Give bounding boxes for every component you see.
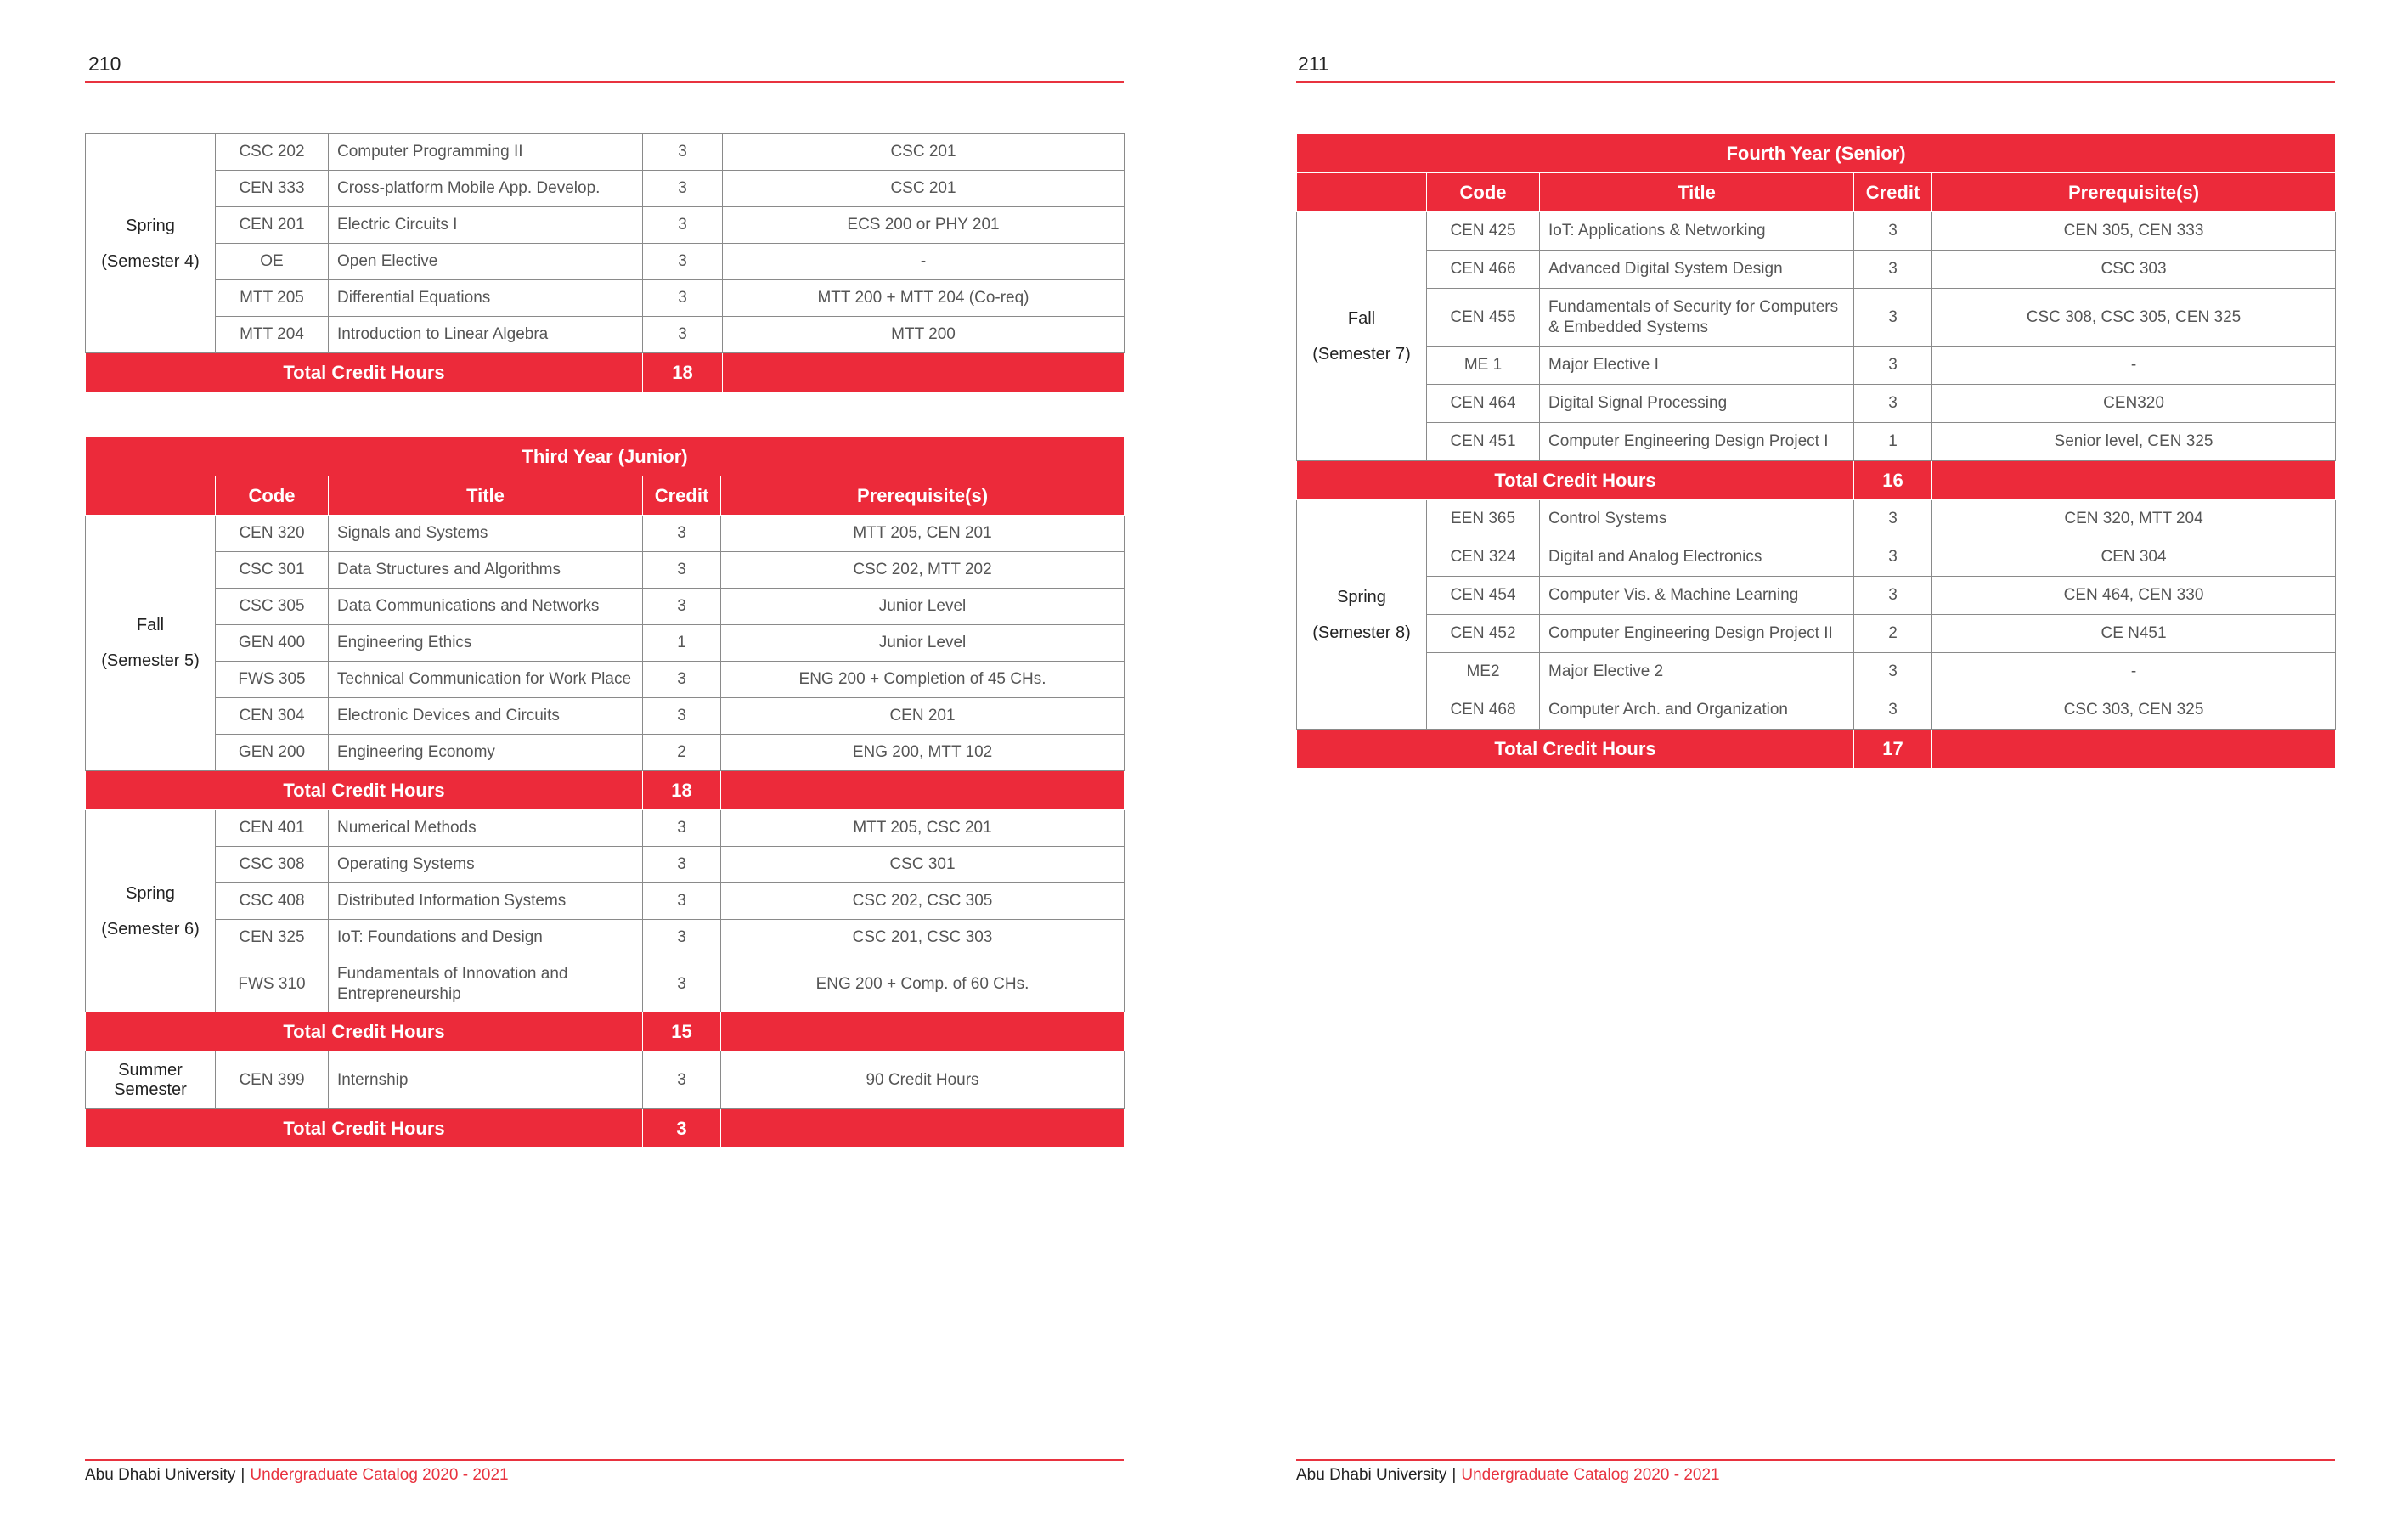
- footer-university: Abu Dhabi University: [1296, 1466, 1447, 1484]
- course-row: [86, 589, 1125, 625]
- course-credit: 3: [1854, 538, 1932, 577]
- total-value: 15: [643, 1012, 721, 1051]
- course-row: [86, 171, 1125, 207]
- footer-university: Abu Dhabi University: [85, 1466, 236, 1484]
- course-credit: 3: [1854, 289, 1932, 347]
- course-title: Engineering Economy: [329, 735, 643, 771]
- course-prerequisite: ECS 200 or PHY 201: [723, 207, 1125, 244]
- course-credit: 3: [643, 810, 721, 847]
- course-title: Distributed Information Systems: [329, 883, 643, 920]
- course-row: [86, 134, 1125, 171]
- footer-rule: [1296, 1459, 2335, 1461]
- total-blank: [723, 353, 1125, 392]
- semester-8-group: [1297, 500, 2336, 769]
- course-prerequisite: CSC 201, CSC 303: [721, 920, 1125, 956]
- total-row: [86, 353, 1125, 392]
- course-credit: 3: [643, 883, 721, 920]
- course-code: MTT 204: [216, 317, 329, 353]
- course-prerequisite: CSC 303: [1932, 251, 2336, 289]
- course-code: CEN 464: [1427, 385, 1540, 423]
- course-code: CEN 333: [216, 171, 329, 207]
- footer-rule: [85, 1459, 1124, 1461]
- course-code: CSC 202: [216, 134, 329, 171]
- third-year-table: [85, 437, 1125, 1148]
- course-row: [1297, 251, 2336, 289]
- course-row: [86, 244, 1125, 280]
- course-code: ME2: [1427, 653, 1540, 691]
- course-title: Computer Programming II: [329, 134, 643, 171]
- course-prerequisite: CSC 308, CSC 305, CEN 325: [1932, 289, 2336, 347]
- right-page: [1204, 0, 2408, 1539]
- header-semester-blank: [86, 476, 216, 516]
- semester-number: (Semester 6): [101, 919, 200, 939]
- course-code: CEN 466: [1427, 251, 1540, 289]
- year-title: Fourth Year (Senior): [1297, 134, 2336, 173]
- course-title: Signals and Systems: [329, 516, 643, 552]
- course-prerequisite: 90 Credit Hours: [721, 1051, 1125, 1109]
- course-prerequisite: Senior level, CEN 325: [1932, 423, 2336, 461]
- header-credit: Credit: [1854, 173, 1932, 212]
- course-row: [1297, 500, 2336, 538]
- course-credit: 3: [1854, 251, 1932, 289]
- course-code: CEN 201: [216, 207, 329, 244]
- course-title: Computer Vis. & Machine Learning: [1540, 577, 1854, 615]
- course-prerequisite: ENG 200 + Comp. of 60 CHs.: [721, 956, 1125, 1012]
- header-title: Title: [329, 476, 643, 516]
- course-code: GEN 400: [216, 625, 329, 662]
- header-rule: [85, 81, 1124, 83]
- course-credit: 3: [643, 662, 721, 698]
- course-title: Digital Signal Processing: [1540, 385, 1854, 423]
- total-blank: [721, 1012, 1125, 1051]
- course-prerequisite: CSC 301: [721, 847, 1125, 883]
- header-credit: Credit: [643, 476, 721, 516]
- semester-4-group: [86, 134, 1125, 392]
- course-code: CEN 401: [216, 810, 329, 847]
- total-row: [86, 771, 1125, 810]
- course-credit: 2: [643, 735, 721, 771]
- course-prerequisite: MTT 205, CSC 201: [721, 810, 1125, 847]
- course-title: Digital and Analog Electronics: [1540, 538, 1854, 577]
- total-row: [86, 1109, 1125, 1148]
- course-row: [86, 847, 1125, 883]
- course-title: Numerical Methods: [329, 810, 643, 847]
- course-row: [86, 280, 1125, 317]
- semester-name: Fall: [136, 616, 165, 634]
- course-row: [86, 956, 1125, 1012]
- semester-name: Summer: [118, 1060, 183, 1080]
- course-title: Computer Engineering Design Project II: [1540, 615, 1854, 653]
- course-title: Major Elective 2: [1540, 653, 1854, 691]
- course-code: FWS 310: [216, 956, 329, 1012]
- footer-separator: |: [240, 1466, 245, 1484]
- course-title: Advanced Digital System Design: [1540, 251, 1854, 289]
- course-prerequisite: MTT 200: [723, 317, 1125, 353]
- course-prerequisite: -: [1932, 347, 2336, 385]
- course-credit: 3: [1854, 653, 1932, 691]
- course-credit: 3: [643, 244, 723, 280]
- total-label: Total Credit Hours: [86, 353, 643, 392]
- course-row: [86, 207, 1125, 244]
- semester-label: [1297, 212, 1427, 461]
- course-credit: 3: [643, 589, 721, 625]
- header-rule: [1296, 81, 2335, 83]
- course-row: [86, 317, 1125, 353]
- course-title: Open Elective: [329, 244, 643, 280]
- semester-label: [86, 810, 216, 1012]
- page-number: 211: [1298, 53, 1329, 75]
- course-prerequisite: -: [1932, 653, 2336, 691]
- course-credit: 3: [1854, 347, 1932, 385]
- course-title: Major Elective I: [1540, 347, 1854, 385]
- course-title: Introduction to Linear Algebra: [329, 317, 643, 353]
- course-prerequisite: CEN 320, MTT 204: [1932, 500, 2336, 538]
- course-prerequisite: CSC 201: [723, 134, 1125, 171]
- course-row: [86, 625, 1125, 662]
- footer-separator: |: [1452, 1466, 1457, 1484]
- course-code: CEN 324: [1427, 538, 1540, 577]
- course-prerequisite: CEN 305, CEN 333: [1932, 212, 2336, 251]
- course-prerequisite: CEN 304: [1932, 538, 2336, 577]
- course-credit: 3: [643, 1051, 721, 1109]
- course-prerequisite: MTT 200 + MTT 204 (Co-req): [723, 280, 1125, 317]
- total-blank: [1932, 730, 2336, 769]
- course-code: MTT 205: [216, 280, 329, 317]
- semester-label: [1297, 500, 1427, 730]
- course-title: IoT: Applications & Networking: [1540, 212, 1854, 251]
- course-prerequisite: CEN320: [1932, 385, 2336, 423]
- course-credit: 3: [1854, 385, 1932, 423]
- course-row: [1297, 212, 2336, 251]
- total-value: 3: [643, 1109, 721, 1148]
- course-row: [1297, 653, 2336, 691]
- semester-number: Semester: [114, 1080, 187, 1099]
- course-code: CSC 308: [216, 847, 329, 883]
- semester-label: [86, 134, 216, 353]
- course-title: Control Systems: [1540, 500, 1854, 538]
- course-title: Technical Communication for Work Place: [329, 662, 643, 698]
- course-row: [86, 552, 1125, 589]
- semester-label: [86, 1051, 216, 1109]
- total-label: Total Credit Hours: [1297, 730, 1854, 769]
- course-credit: 3: [1854, 212, 1932, 251]
- course-row: [1297, 691, 2336, 730]
- footer-catalog: Undergraduate Catalog 2020 - 2021: [250, 1466, 509, 1484]
- semester-6-group: [86, 810, 1125, 1051]
- fourth-year-table: [1296, 133, 2336, 769]
- course-title: Operating Systems: [329, 847, 643, 883]
- course-title: Electronic Devices and Circuits: [329, 698, 643, 735]
- total-row: [1297, 730, 2336, 769]
- course-title: Fundamentals of Security for Computers & Embedded Systems: [1540, 289, 1854, 347]
- course-row: [86, 662, 1125, 698]
- total-row: [1297, 461, 2336, 500]
- semester-number: (Semester 7): [1312, 345, 1411, 364]
- course-code: CEN 304: [216, 698, 329, 735]
- course-prerequisite: CEN 464, CEN 330: [1932, 577, 2336, 615]
- course-prerequisite: Junior Level: [721, 589, 1125, 625]
- course-credit: 3: [643, 920, 721, 956]
- course-row: [1297, 385, 2336, 423]
- header-semester-blank: [1297, 173, 1427, 212]
- header-prerequisites: Prerequisite(s): [1932, 173, 2336, 212]
- course-code: CEN 452: [1427, 615, 1540, 653]
- course-code: FWS 305: [216, 662, 329, 698]
- course-credit: 1: [643, 625, 721, 662]
- total-label: Total Credit Hours: [86, 1012, 643, 1051]
- total-value: 18: [643, 771, 721, 810]
- total-value: 17: [1854, 730, 1932, 769]
- course-row: [1297, 423, 2336, 461]
- course-credit: 2: [1854, 615, 1932, 653]
- course-prerequisite: CSC 202, MTT 202: [721, 552, 1125, 589]
- total-row: [86, 1012, 1125, 1051]
- course-code: CSC 301: [216, 552, 329, 589]
- course-code: CEN 451: [1427, 423, 1540, 461]
- course-credit: 3: [643, 171, 723, 207]
- course-code: OE: [216, 244, 329, 280]
- course-credit: 3: [643, 280, 723, 317]
- course-prerequisite: CEN 201: [721, 698, 1125, 735]
- total-value: 16: [1854, 461, 1932, 500]
- course-code: CSC 408: [216, 883, 329, 920]
- course-credit: 3: [643, 956, 721, 1012]
- course-credit: 3: [1854, 691, 1932, 730]
- semester-number: (Semester 4): [101, 251, 200, 271]
- semester-name: Fall: [1347, 309, 1376, 328]
- course-code: CEN 320: [216, 516, 329, 552]
- course-title: Data Communications and Networks: [329, 589, 643, 625]
- total-blank: [721, 1109, 1125, 1148]
- course-row: [1297, 577, 2336, 615]
- year-title: Third Year (Junior): [86, 437, 1125, 476]
- course-credit: 3: [1854, 500, 1932, 538]
- semester-name: Spring: [1337, 587, 1386, 606]
- course-code: CEN 425: [1427, 212, 1540, 251]
- course-title: Data Structures and Algorithms: [329, 552, 643, 589]
- course-prerequisite: Junior Level: [721, 625, 1125, 662]
- course-title: Computer Engineering Design Project I: [1540, 423, 1854, 461]
- course-row: [86, 1051, 1125, 1109]
- course-row: [1297, 347, 2336, 385]
- course-credit: 3: [643, 847, 721, 883]
- semester-7-group: [1297, 212, 2336, 500]
- course-credit: 3: [643, 207, 723, 244]
- summer-semester-group: [86, 1051, 1125, 1148]
- course-credit: 3: [643, 516, 721, 552]
- course-prerequisite: CSC 201: [723, 171, 1125, 207]
- course-title: Fundamentals of Innovation and Entrepreneurship: [329, 956, 643, 1012]
- course-row: [86, 810, 1125, 847]
- semester-4-table: [85, 133, 1125, 392]
- course-code: EEN 365: [1427, 500, 1540, 538]
- semester-name: Spring: [126, 883, 175, 903]
- course-credit: 3: [643, 552, 721, 589]
- semester-name: Spring: [126, 216, 175, 235]
- total-label: Total Credit Hours: [86, 771, 643, 810]
- total-blank: [721, 771, 1125, 810]
- course-prerequisite: MTT 205, CEN 201: [721, 516, 1125, 552]
- course-code: CEN 454: [1427, 577, 1540, 615]
- course-row: [1297, 615, 2336, 653]
- course-title: Computer Arch. and Organization: [1540, 691, 1854, 730]
- course-prerequisite: CSC 303, CEN 325: [1932, 691, 2336, 730]
- course-title: Electric Circuits I: [329, 207, 643, 244]
- header-code: Code: [1427, 173, 1540, 212]
- course-code: GEN 200: [216, 735, 329, 771]
- course-row: [86, 883, 1125, 920]
- semester-number: (Semester 5): [101, 651, 200, 670]
- course-credit: 3: [643, 134, 723, 171]
- course-credit: 3: [1854, 577, 1932, 615]
- course-prerequisite: CE N451: [1932, 615, 2336, 653]
- course-prerequisite: ENG 200 + Completion of 45 CHs.: [721, 662, 1125, 698]
- semester-label: [86, 516, 216, 771]
- header-code: Code: [216, 476, 329, 516]
- course-row: [1297, 289, 2336, 347]
- course-row: [1297, 538, 2336, 577]
- course-code: CEN 468: [1427, 691, 1540, 730]
- course-title: Cross-platform Mobile App. Develop.: [329, 171, 643, 207]
- course-title: Differential Equations: [329, 280, 643, 317]
- course-code: CEN 325: [216, 920, 329, 956]
- course-prerequisite: -: [723, 244, 1125, 280]
- total-value: 18: [643, 353, 723, 392]
- course-row: [86, 920, 1125, 956]
- course-code: CEN 399: [216, 1051, 329, 1109]
- course-title: IoT: Foundations and Design: [329, 920, 643, 956]
- course-title: Engineering Ethics: [329, 625, 643, 662]
- total-label: Total Credit Hours: [86, 1109, 643, 1148]
- course-code: ME 1: [1427, 347, 1540, 385]
- course-prerequisite: ENG 200, MTT 102: [721, 735, 1125, 771]
- total-label: Total Credit Hours: [1297, 461, 1854, 500]
- course-credit: 1: [1854, 423, 1932, 461]
- total-blank: [1932, 461, 2336, 500]
- footer-catalog: Undergraduate Catalog 2020 - 2021: [1461, 1466, 1720, 1484]
- footer: [1296, 1466, 1720, 1485]
- header-prerequisites: Prerequisite(s): [721, 476, 1125, 516]
- page-number: 210: [88, 53, 121, 75]
- footer: [85, 1466, 509, 1485]
- course-row: [86, 516, 1125, 552]
- course-row: [86, 698, 1125, 735]
- course-prerequisite: CSC 202, CSC 305: [721, 883, 1125, 920]
- semester-5-group: [86, 516, 1125, 810]
- course-code: CEN 455: [1427, 289, 1540, 347]
- header-title: Title: [1540, 173, 1854, 212]
- course-credit: 3: [643, 698, 721, 735]
- semester-number: (Semester 8): [1312, 623, 1411, 642]
- course-title: Internship: [329, 1051, 643, 1109]
- course-code: CSC 305: [216, 589, 329, 625]
- course-credit: 3: [643, 317, 723, 353]
- course-row: [86, 735, 1125, 771]
